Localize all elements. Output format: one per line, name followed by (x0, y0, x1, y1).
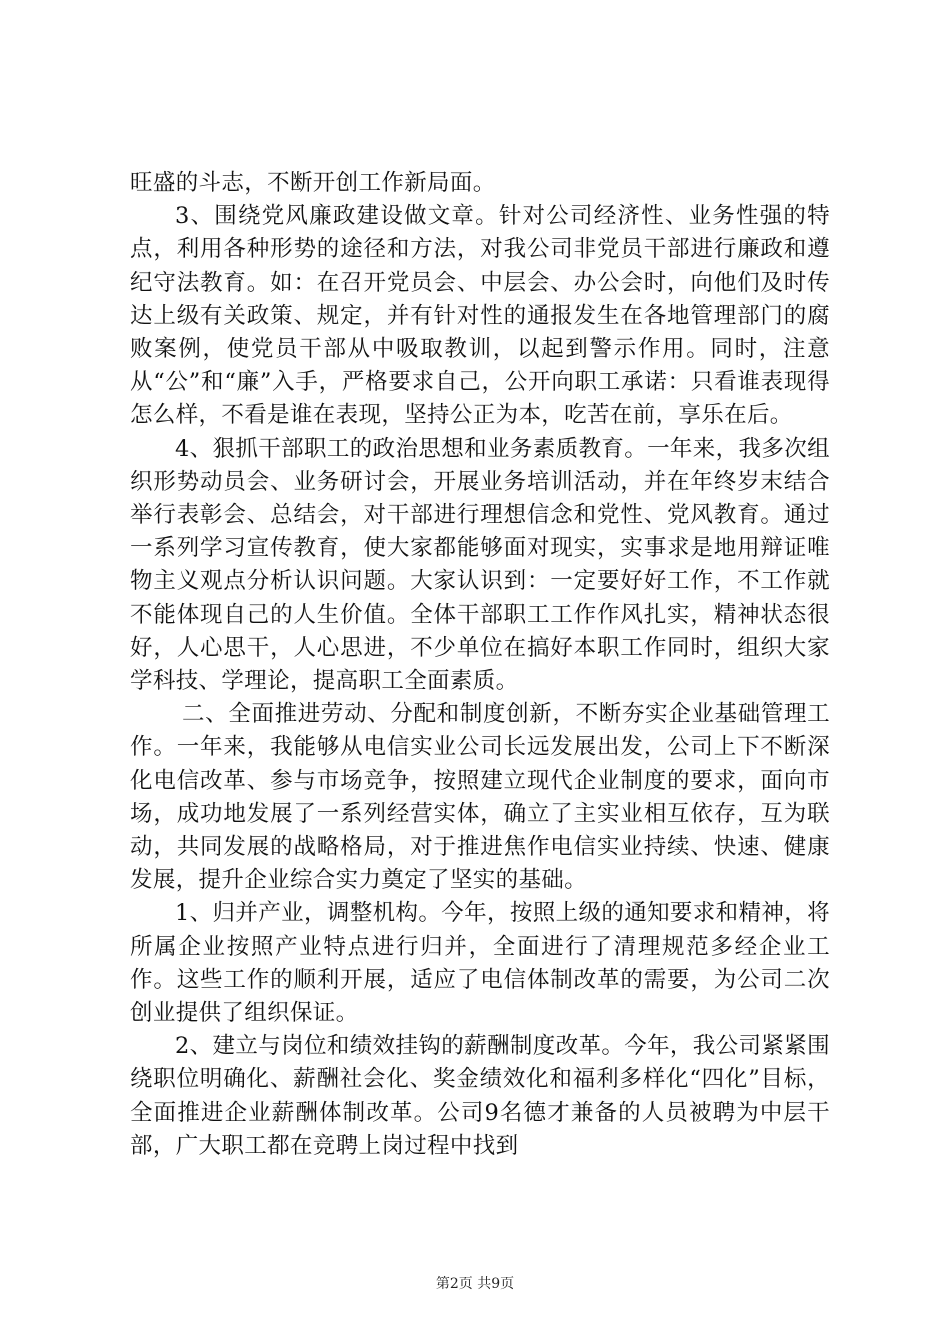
paragraph-item-2: 2、建立与岗位和绩效挂钩的薪酬制度改革。今年，我公司紧紧围绕职位明确化、薪酬社会化、奖金绩效化和福利多样化“四化”目标，全面推进企业薪酬体制改革。公司9名德才兼备的人员被聘为中层干部，广大职工都在竞聘上岗过程中找到 (130, 1033, 830, 1159)
paragraph-item-1: 1、归并产业，调整机构。今年，按照上级的通知要求和精神，将所属企业按照产业特点进行归并，全面进行了清理规范多经企业工作。这些工作的顺利开展，适应了电信体制改革的需要，为公司二次创业提供了组织保证。 (130, 900, 830, 1027)
document-body (130, 167, 830, 1163)
paragraph-item-3: 3、围绕党风廉政建设做文章。针对公司经济性、业务性强的特点，利用各种形势的途径和方法，对我公司非党员干部进行廉政和遵纪守法教育。如：在召开党员会、中层会、办公会时，向他们及时传达上级有关政策、规定，并有针对性的通报发生在各地管理部门的腐败案例，使党员干部从中吸取教训，以起到警示作用。同时，注意从“公”和“廉”入手，严格要求自己，公开向职工承诺：只看谁表现得怎么样，不看是谁在表现，坚持公正为本，吃苦在前，享乐在后。 (130, 203, 830, 429)
paragraph-section-2: 二、全面推进劳动、分配和制度创新，不断夯实企业基础管理工作。一年来，我能够从电信实业公司长远发展出发，公司上下不断深化电信改革、参与市场竞争，按照建立现代企业制度的要求，面向市场，成功地发展了一系列经营实体，确立了主实业相互依存，互为联动，共同发展的战略格局，对于推进焦作电信实业持续、快速、健康发展，提升企业综合实力奠定了坚实的基础。 (130, 701, 830, 894)
paragraph-item-4: 4、狠抓干部职工的政治思想和业务素质教育。一年来，我多次组织形势动员会、业务研讨会，开展业务培训活动，并在年终岁末结合举行表彰会、总结会，对干部进行理想信念和党性、党风教育。通过一系列学习宣传教育，使大家都能够面对现实，实事求是地用辩证唯物主义观点分析认识问题。大家认识到：一定要好好工作，不工作就不能体现自己的人生价值。全体干部职工工作作风扎实，精神状态很好，人心思干，人心思进，不少单位在搞好本职工作同时，组织大家学科技、学理论，提高职工全面素质。 (130, 435, 830, 695)
paragraph-continuation: 旺盛的斗志，不断开创工作新局面。 (130, 170, 496, 196)
page-number: 第2页 共9页 (435, 1276, 515, 1292)
